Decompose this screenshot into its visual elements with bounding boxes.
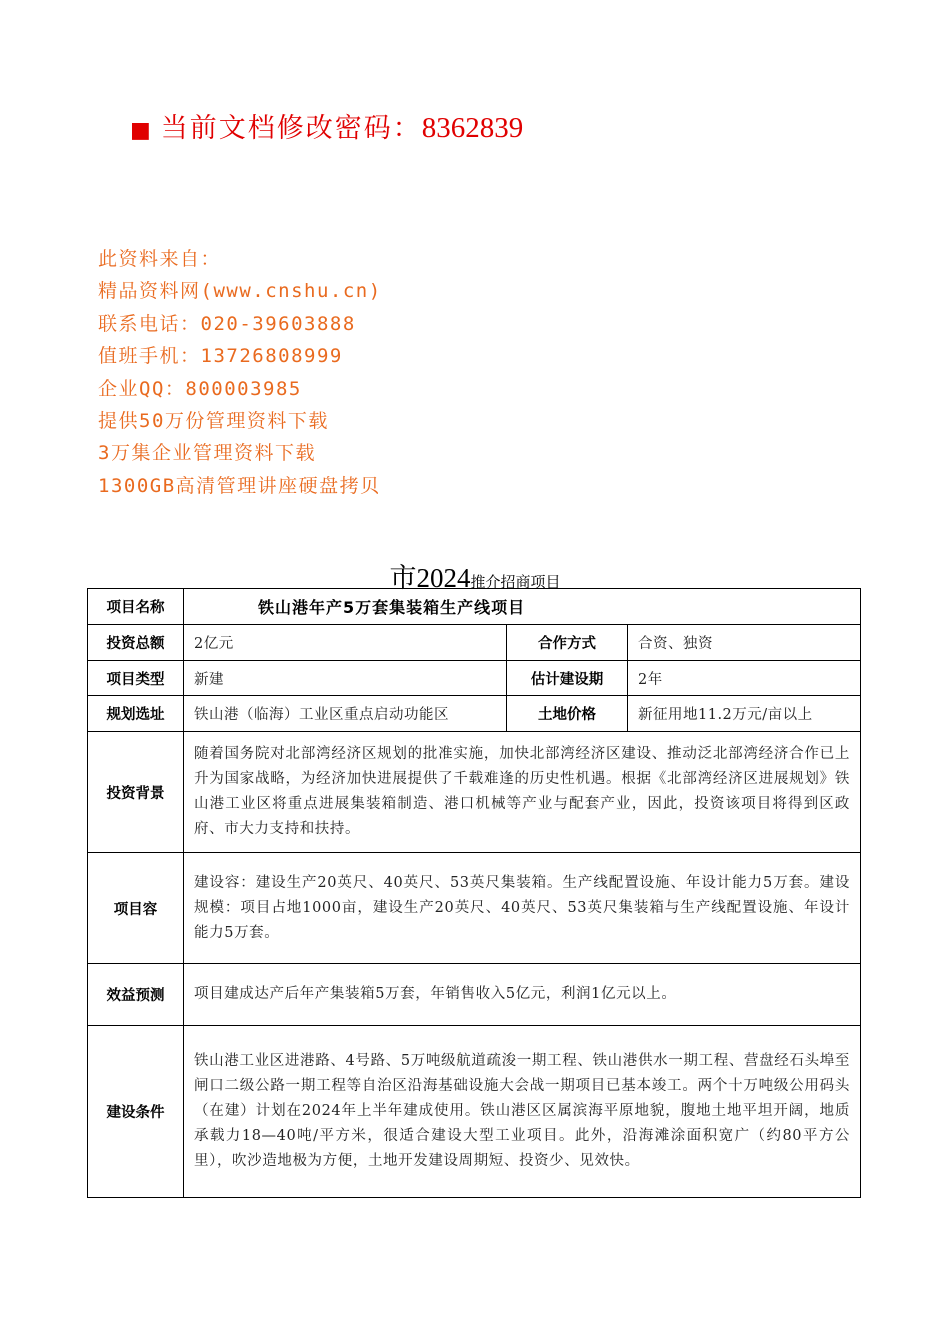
password-label: 当前文档修改密码：: [160, 113, 422, 144]
background-label: 投资背景: [88, 732, 184, 853]
source-line: 1300GB高清管理讲座硬盘拷贝: [98, 474, 381, 497]
background-value: 随着国务院对北部湾经济区规划的批准实施，加快北部湾经济区建设、推动泛北部湾经济合作已上升为国家战略，为经济加快进展提供了千载难逢的历史性机遇。根据《北部湾经济区进展规划》铁山港工业区将重点进展集装箱制造、港口机械等产业与配套产业，因此，投资该项目将得到区政府、市大力支持和扶持。: [184, 732, 861, 853]
project-name-value: 铁山港年产5万套集装箱生产线项目: [184, 589, 861, 625]
site-label: 规划选址: [88, 696, 184, 732]
source-line: 精品资料网(www.cnshu.cn): [98, 280, 382, 303]
project-type-label: 项目类型: [88, 661, 184, 696]
project-name-label: 项目名称: [88, 589, 184, 625]
source-line: 联系电话：020-39603888: [98, 312, 356, 335]
conditions-value: 铁山港工业区进港路、4号路、5万吨级航道疏浚一期工程、铁山港供水一期工程、营盘经石头埠至闸口二级公路一期工程等自治区沿海基础设施大会战一期项目已基本竣工。两个十万吨级公用码头（在建）计划在2024年上半年建成使用。铁山港区区属滨海平原地貌，腹地土地平坦开阔，地质承载力18—40吨/平方米，很适合建设大型工业项目。此外，沿海滩涂面积宽广（约80平方公里），吹沙造地极为方便，土地开发建设周期短、投资少、见效快。: [184, 1026, 861, 1198]
cooperation-value: 合资、独资: [628, 625, 861, 661]
source-line: 企业QQ：800003985: [98, 377, 302, 400]
table-row: [88, 625, 861, 661]
source-info: [98, 243, 382, 502]
title-sub: 推介招商项目: [470, 573, 561, 591]
build-period-label: 估计建设期: [507, 661, 628, 696]
build-period-value: 2年: [628, 661, 861, 696]
investment-label: 投资总额: [88, 625, 184, 661]
cooperation-label: 合作方式: [507, 625, 628, 661]
table-row: [88, 589, 861, 625]
benefit-label: 效益预测: [88, 964, 184, 1026]
land-price-label: 土地价格: [507, 696, 628, 732]
table-row: [88, 964, 861, 1026]
password-value: 8362839: [421, 112, 524, 144]
table-row: [88, 732, 861, 853]
site-value: 铁山港（临海）工业区重点启动功能区: [184, 696, 507, 732]
table-row: [88, 696, 861, 732]
project-table: [87, 588, 861, 1198]
title-main: 市2024: [389, 563, 471, 593]
table-row: [88, 1026, 861, 1198]
land-price-value: 新征用地11.2万元/亩以上: [628, 696, 861, 732]
benefit-value: 项目建成达产后年产集装箱5万套，年销售收入5亿元，利润1亿元以上。: [184, 964, 861, 1026]
source-line: 3万集企业管理资料下载: [98, 442, 316, 465]
source-line: 此资料来自：: [98, 248, 222, 270]
source-line: 提供50万份管理资料下载: [98, 410, 329, 433]
password-notice: [130, 106, 523, 145]
content-value: 建设容：建设生产20英尺、40英尺、53英尺集装箱。生产线配置设施、年设计能力5万套。建设规模：项目占地1000亩，建设生产20英尺、40英尺、53英尺集装箱与生产线配置设施、年设计能力5万套。: [184, 853, 861, 964]
table-row: [88, 661, 861, 696]
red-square-icon: ■: [130, 118, 153, 143]
table-row: [88, 853, 861, 964]
project-type-value: 新建: [184, 661, 507, 696]
source-line: 值班手机：13726808999: [98, 345, 343, 368]
investment-value: 2亿元: [184, 625, 507, 661]
content-label: 项目容: [88, 853, 184, 964]
conditions-label: 建设条件: [88, 1026, 184, 1198]
